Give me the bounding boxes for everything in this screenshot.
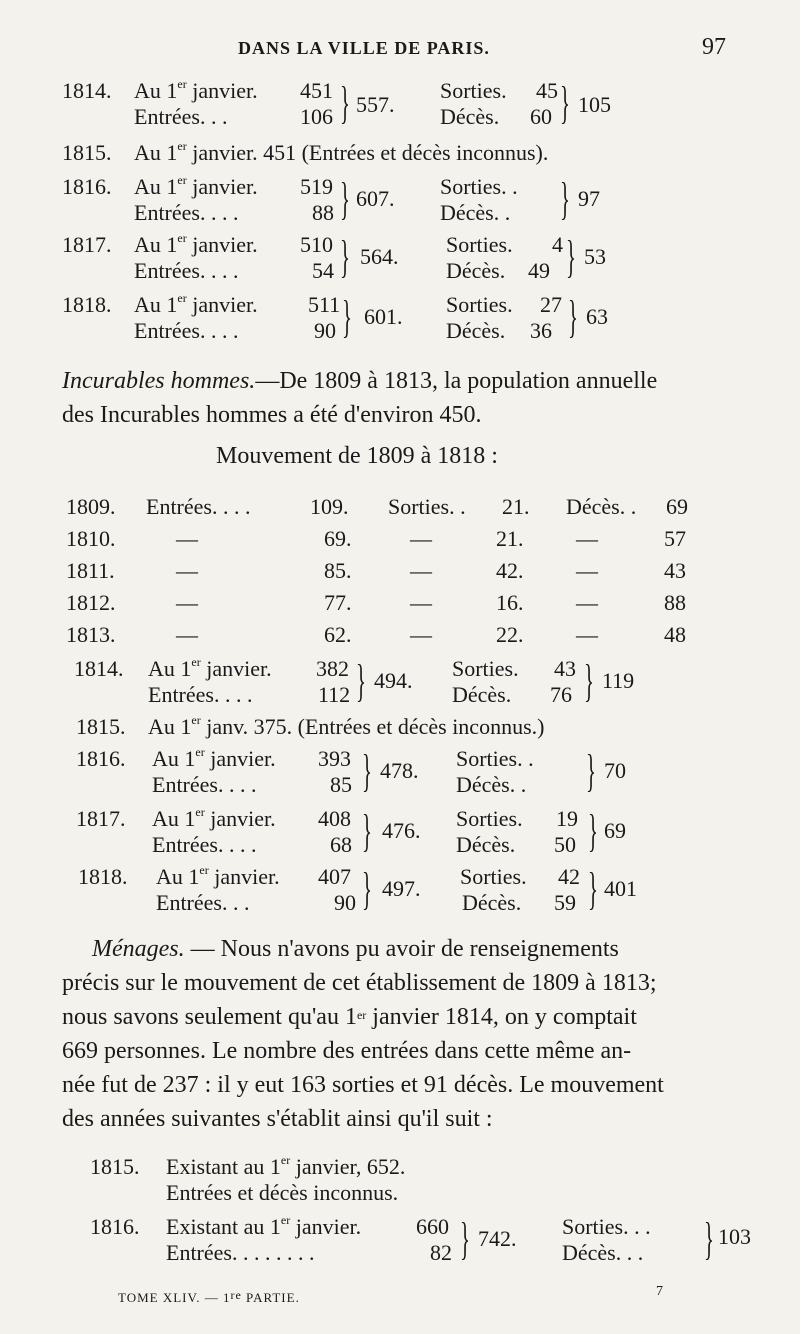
sorties-value: 45 bbox=[536, 78, 558, 103]
year: 1815. bbox=[62, 140, 112, 165]
entrees-value: 54 bbox=[312, 258, 334, 283]
signature-number: 7 bbox=[656, 1284, 663, 1299]
brace: } bbox=[340, 173, 350, 224]
deces-label: Décès. bbox=[440, 104, 500, 129]
entrees-value: 88 bbox=[312, 200, 334, 225]
brace: } bbox=[568, 291, 578, 342]
entrees-label: Entrées. . . . bbox=[134, 200, 239, 225]
sorties-label: Sorties. . bbox=[440, 174, 518, 199]
year: 1814. bbox=[62, 78, 112, 103]
brace: } bbox=[560, 173, 570, 224]
jan-value: 511 bbox=[308, 292, 341, 317]
deces-label: Décès. bbox=[446, 318, 506, 343]
brace: } bbox=[560, 77, 570, 128]
au-label: Au 1er janvier. bbox=[134, 231, 258, 257]
footer-signature: TOME XLIV. — 1re PARTIE. bbox=[118, 1288, 300, 1305]
entrees-label: Entrées. . . . bbox=[134, 258, 239, 283]
entrees-label: Entrées. . . bbox=[134, 104, 228, 129]
deces-label: Décès. . bbox=[440, 200, 511, 225]
sorties-value: 27 bbox=[540, 292, 562, 317]
year: 1817. bbox=[62, 232, 112, 257]
menages-label: Ménages. bbox=[92, 936, 185, 962]
sorties-value: 4 bbox=[552, 232, 563, 257]
sorties-label: Sorties. bbox=[440, 78, 507, 103]
total-value: 105 bbox=[578, 92, 611, 117]
brace: } bbox=[566, 231, 576, 282]
sum-value: 601. bbox=[364, 304, 403, 329]
deces-value: 36 bbox=[530, 318, 552, 343]
au-label: Au 1er janvier. bbox=[134, 173, 258, 199]
deces-label: Décès. bbox=[446, 258, 506, 283]
running-header bbox=[0, 36, 800, 66]
sum-value: 607. bbox=[356, 186, 395, 211]
mouvement-title: Mouvement de 1809 à 1818 : bbox=[216, 443, 498, 469]
year: 1816. bbox=[62, 174, 112, 199]
incurables-paragraph: Incurables hommes.—De 1809 à 1813, la population annuelle des Incurables hommes a été d'environ 450. bbox=[62, 368, 658, 428]
book-page: DANS LA VILLE DE PARIS. 97 1814. Au 1er janvier. 451 Entrées. . . 106 } 557. Sorties. 45 Décès. 60 } 105 1815. Au 1er janvier. 451 (Entrées et décès inconnus). 1816. Au 1er janvier. 519 Entrées. . . . 88 } 607. Sorties. . Décès. . } 97 1817. Au 1er janvier. 510 Entrées. . . . 54 } 564. Sorties. 4 Décès. 49 } 53 1818. Au 1er janvier. 511 Entrées. . . . 90 } 601. Sorties. 27 Décès. 36 } 63 Incurables hommes.—De 1809 à 1813, la population annuelle des Incurables hommes a été d'environ 450. Mouvement de 1809 à 1818 : 1809. Entrées. . . . 109. Sorties. . 21. Décès. . 69 1810. — 69. — 21. — 57 1811. — 85. — 42. — 43 1812. — 77. — 16. — 88 1813. — 62. — 22. — 48 1814. Au 1er janvier. 382 Entrées. . . . 112 } 494. Sorties. 43 Décès. 76 } 119 1815. Au 1er janv. 375. (Entrées et décès inconnus.) 1816. Au 1er janvier. 393 Entrées. . . . 85 } 478. Sorties. . Décès. . } 70 1817. Au 1er janvier. 408 Entrées. . . . 68 } 476. Sorties. 19 Décès. 50 } 69 1818. Au 1er janvier. 407 Entrées. . . 90 } 497. Sorties. 42 Décès. 59 } 401 Ménages. — Nous n'avons pu avoir de renseignements précis sur le mouvement de cet établissement de 1809 à 1813; nous savons seulement qu'au 1er janvier 1814, on y comptait 669 personnes. Le nombre des entrées dans cette même an- née fut de 237 : il y eut 163 sorties et 91 décès. Le mouvement des années suivantes s'établit ainsi qu'il suit : 1815. Existant au 1er janvier, 652. Entrées et décès inconnus. 1816. Existant au 1er janvier. 660 Entrées. . . . . . . . 82 } 742. Sorties. . . Décès. . . } 103 TOME XLIV. — 1re PARTIE. 7 bbox=[0, 0, 800, 1334]
sorties-label: Sorties. bbox=[446, 232, 513, 257]
jan-value: 510 bbox=[300, 232, 333, 257]
brace: } bbox=[340, 231, 350, 282]
total-value: 53 bbox=[584, 244, 606, 269]
year: 1818. bbox=[62, 292, 112, 317]
entrees-value: 106 bbox=[300, 104, 333, 129]
page-number: 97 bbox=[702, 34, 726, 60]
sum-value: 557. bbox=[356, 92, 395, 117]
au-label: Au 1er janvier. bbox=[134, 77, 258, 103]
entrees-label: Entrées. . . . bbox=[134, 318, 239, 343]
deces-value: 49 bbox=[528, 258, 550, 283]
entry-text: Au 1er janvier. 451 (Entrées et décès inconnus). bbox=[134, 139, 549, 165]
sorties-label: Sorties. bbox=[446, 292, 513, 317]
total-value: 97 bbox=[578, 186, 600, 211]
au-label: Au 1er janvier. bbox=[134, 291, 258, 317]
menages-paragraph: Ménages. — Nous n'avons pu avoir de renseignements précis sur le mouvement de cet établissement de 1809 à 1813; nous savons seulement qu'au 1er janvier 1814, on y comptait 669 personnes. Le nombre des entrées dans cette même an- née fut de 237 : il y eut 163 sorties et 91 décès. Le mouvement des années suivantes s'établit ainsi qu'il suit : bbox=[62, 936, 664, 1132]
total-value: 63 bbox=[586, 304, 608, 329]
jan-value: 451 bbox=[300, 78, 333, 103]
incurables-label: Incurables hommes. bbox=[62, 368, 256, 394]
deces-value: 60 bbox=[530, 104, 552, 129]
brace: } bbox=[342, 291, 352, 342]
brace: } bbox=[340, 77, 350, 128]
jan-value: 519 bbox=[300, 174, 333, 199]
entrees-value: 90 bbox=[314, 318, 336, 343]
sum-value: 564. bbox=[360, 244, 399, 269]
header-title: DANS LA VILLE DE PARIS. bbox=[238, 38, 490, 58]
